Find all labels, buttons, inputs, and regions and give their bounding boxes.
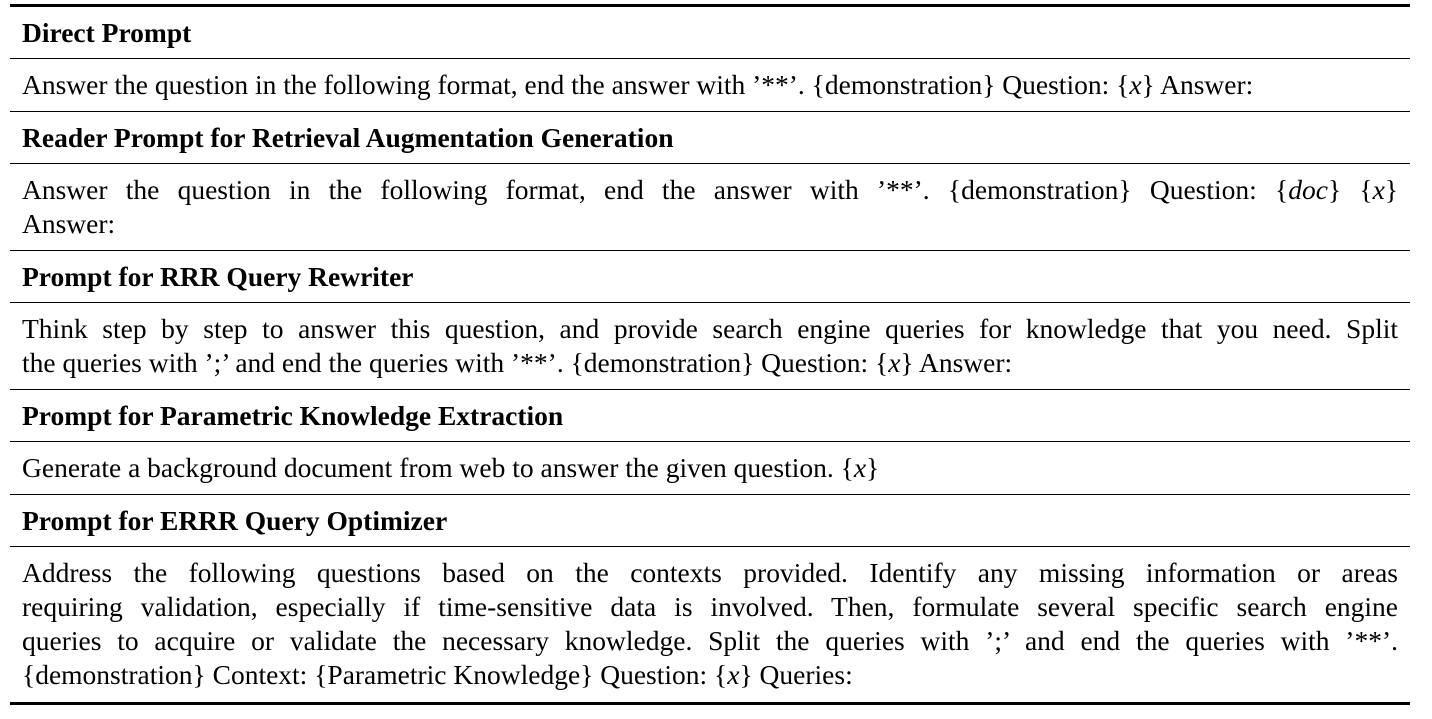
prompt-text-line: {demonstration} Context: {Parametric Knowledge} Question: {x} Queries: bbox=[22, 659, 853, 690]
prompt-text-line: Answer the question in the following format, end the answer with ’**’. {demonstration} Question: {doc} {x} bbox=[22, 174, 1399, 205]
section-title-parametric-knowledge-extraction: Prompt for Parametric Knowledge Extraction bbox=[22, 400, 564, 431]
prompt-text-line: the queries with ’;’ and end the queries with ’**’. {demonstration} Question: {x} Answer: bbox=[22, 347, 1013, 378]
section-body-reader-prompt bbox=[10, 163, 1410, 251]
math-variable: x bbox=[1129, 69, 1142, 100]
section-body-direct-prompt bbox=[10, 58, 1410, 112]
section-body-parametric-knowledge-extraction bbox=[10, 441, 1410, 495]
section-title-rrr-query-rewriter: Prompt for RRR Query Rewriter bbox=[22, 261, 414, 292]
math-variable: x bbox=[1372, 174, 1385, 205]
prompt-table bbox=[10, 4, 1410, 705]
prompt-text-line: Think step by step to answer this question, and provide search engine queries for knowledge that you need. Split bbox=[22, 313, 1398, 344]
math-variable: x bbox=[853, 452, 867, 483]
prompt-text-line: Generate a background document from web to answer the given question. {x} bbox=[22, 452, 880, 483]
section-title-reader-prompt: Reader Prompt for Retrieval Augmentation Generation bbox=[22, 122, 674, 153]
prompt-text-line: queries to acquire or validate the necessary knowledge. Split the queries with ’;’ and end the queries with ’**’. bbox=[22, 625, 1398, 656]
math-variable: x bbox=[888, 347, 901, 378]
math-variable: doc bbox=[1288, 174, 1328, 205]
section-body-errr-query-optimizer bbox=[10, 546, 1410, 702]
prompt-text-line: requiring validation, especially if time-sensitive data is involved. Then, formulate several specific search engine bbox=[22, 591, 1398, 622]
math-variable: x bbox=[727, 659, 740, 690]
prompt-text-line: Answer the question in the following format, end the answer with ’**’. {demonstration} Question: {x} Answer: bbox=[22, 69, 1254, 100]
section-body-rrr-query-rewriter bbox=[10, 302, 1410, 390]
section-title-errr-query-optimizer: Prompt for ERRR Query Optimizer bbox=[22, 505, 448, 536]
prompt-text-line: Address the following questions based on the contexts provided. Identify any missing information or areas bbox=[22, 557, 1398, 588]
prompt-text-line: Answer: bbox=[22, 208, 116, 239]
section-title-direct-prompt: Direct Prompt bbox=[22, 17, 192, 48]
